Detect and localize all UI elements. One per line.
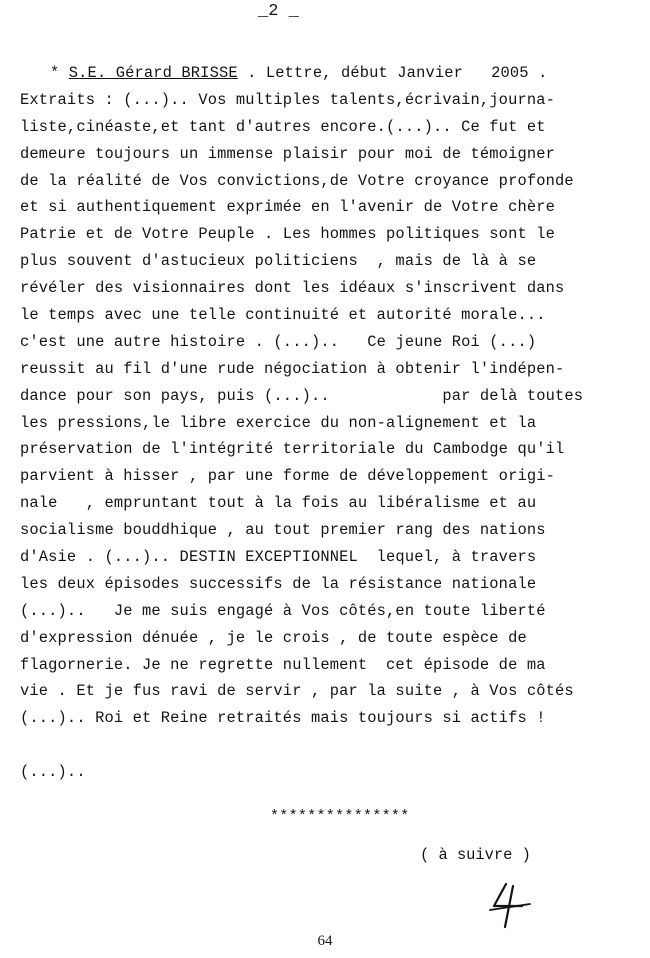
text-line: (...)..: [20, 763, 86, 782]
text-line: liste,cinéaste,et tant d'autres encore.(...).. Ce fut et: [20, 117, 546, 136]
letter-heading: [20, 60, 630, 87]
page-top-mark: _2 _: [258, 2, 299, 21]
text-line: les pressions,le libre exercice du non-alignement et la: [20, 413, 537, 432]
text-line: c'est une autre histoire . (...).. Ce jeune Roi (...): [20, 332, 537, 351]
page-number: 64: [317, 933, 333, 949]
text-line: Extraits : (...).. Vos multiples talents,écrivain,journa-: [20, 90, 555, 109]
text-line: de la réalité de Vos convictions,de Votre croyance profonde: [20, 171, 574, 190]
text-line: d'expression dénuée , je le crois , de toute espèce de: [20, 628, 527, 647]
text-line: préservation de l'intégrité territoriale du Cambodge qu'il: [20, 440, 565, 459]
text-line: Patrie et de Votre Peuple . Les hommes politiques sont le: [20, 225, 555, 244]
text-line: plus souvent d'astucieux politiciens , mais de là à se: [20, 252, 537, 271]
text-line: dance pour son pays, puis (...).. par delà toutes: [20, 386, 584, 405]
blank-line: [20, 732, 630, 759]
text-line: d'Asie . (...).. DESTIN EXCEPTIONNEL lequel, à travers: [20, 548, 537, 567]
text-line: les deux épisodes successifs de la résistance nationale: [20, 574, 537, 593]
handwritten-number-mark: [486, 880, 534, 930]
text-line: vie . Et je fus ravi de servir , par la suite , à Vos côtés: [20, 682, 574, 701]
text-line: socialisme bouddhique , au tout premier rang des nations: [20, 521, 546, 540]
heading-title: . Lettre, début Janvier 2005 .: [237, 64, 548, 82]
letter-extract: [20, 60, 630, 786]
bullet-asterisk: *: [50, 64, 60, 82]
text-line: flagornerie. Je ne regrette nullement cet épisode de ma: [20, 655, 546, 674]
text-line: nale , empruntant tout à la fois au libéralisme et au: [20, 494, 537, 513]
text-line: (...).. Je me suis engagé à Vos côtés,en toute liberté: [20, 601, 546, 620]
text-line: révéler des visionnaires dont les idéaux s'inscrivent dans: [20, 279, 565, 298]
text-line: et si authentiquement exprimée en l'avenir de Votre chère: [20, 198, 555, 217]
author-name: S.E. Gérard BRISSE: [68, 64, 238, 82]
to-follow-note: ( à suivre ): [420, 846, 531, 864]
text-line: parvient à hisser , par une forme de développement origi-: [20, 467, 555, 486]
text-line: (...).. Roi et Reine retraités mais toujours si actifs !: [20, 709, 546, 728]
text-line: demeure toujours un immense plaisir pour moi de témoigner: [20, 144, 555, 163]
text-line: le temps avec une telle continuité et autorité morale...: [20, 306, 546, 325]
separator-stars: ***************: [270, 808, 410, 825]
text-line: reussit au fil d'une rude négociation à obtenir l'indépen-: [20, 359, 565, 378]
